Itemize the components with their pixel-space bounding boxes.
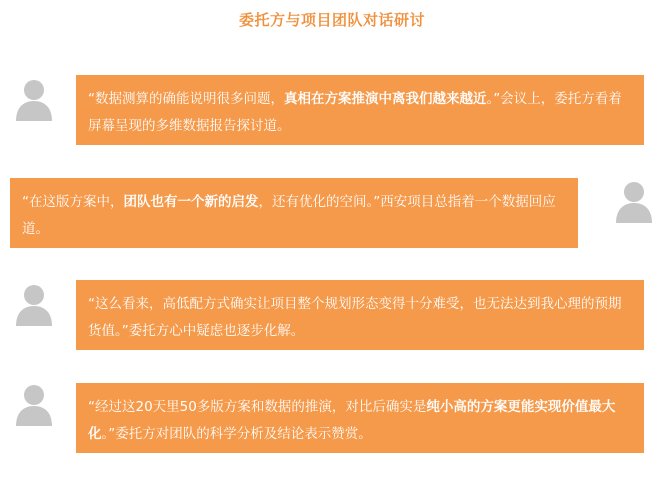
message-text: ，还有优化的空间。”西安项目总指着一个数据回应道。 xyxy=(22,194,556,237)
message-text: “在这版方案中， xyxy=(22,194,124,210)
message-bubble xyxy=(76,280,644,350)
message-bubble xyxy=(10,178,578,248)
user-avatar-icon xyxy=(614,179,654,223)
user-avatar-icon xyxy=(14,382,54,426)
message-text: “经过这20天里50多版方案和数据的推演，对比后确实是 xyxy=(88,399,427,415)
message-text: “这么看来，高低配方式确实让项目整个规划形态变得十分难受，也无法达到我心理的预期货值。”委托方心中疑虑也逐步化解。 xyxy=(88,296,622,339)
message-highlight: 真相在方案推演中离我们越来越近 xyxy=(284,91,487,107)
message-bubble xyxy=(76,383,644,453)
message-text: “数据测算的确能说明很多问题， xyxy=(88,91,284,107)
page-title: 委托方与项目团队对话研讨 xyxy=(238,11,425,29)
message-highlight: 纯小高的方案更能实现价值最大化 xyxy=(88,399,616,442)
message-text: 。”会议上，委托方看着屏幕呈现的多维数据报告探讨道。 xyxy=(88,91,622,134)
user-avatar-icon xyxy=(14,77,54,121)
user-avatar-icon xyxy=(14,282,54,326)
message-bubble xyxy=(76,75,644,145)
message-highlight: 团队也有一个新的启发 xyxy=(123,194,259,210)
message-text: 。”委托方对团队的科学分析及结论表示赞赏。 xyxy=(101,426,372,442)
